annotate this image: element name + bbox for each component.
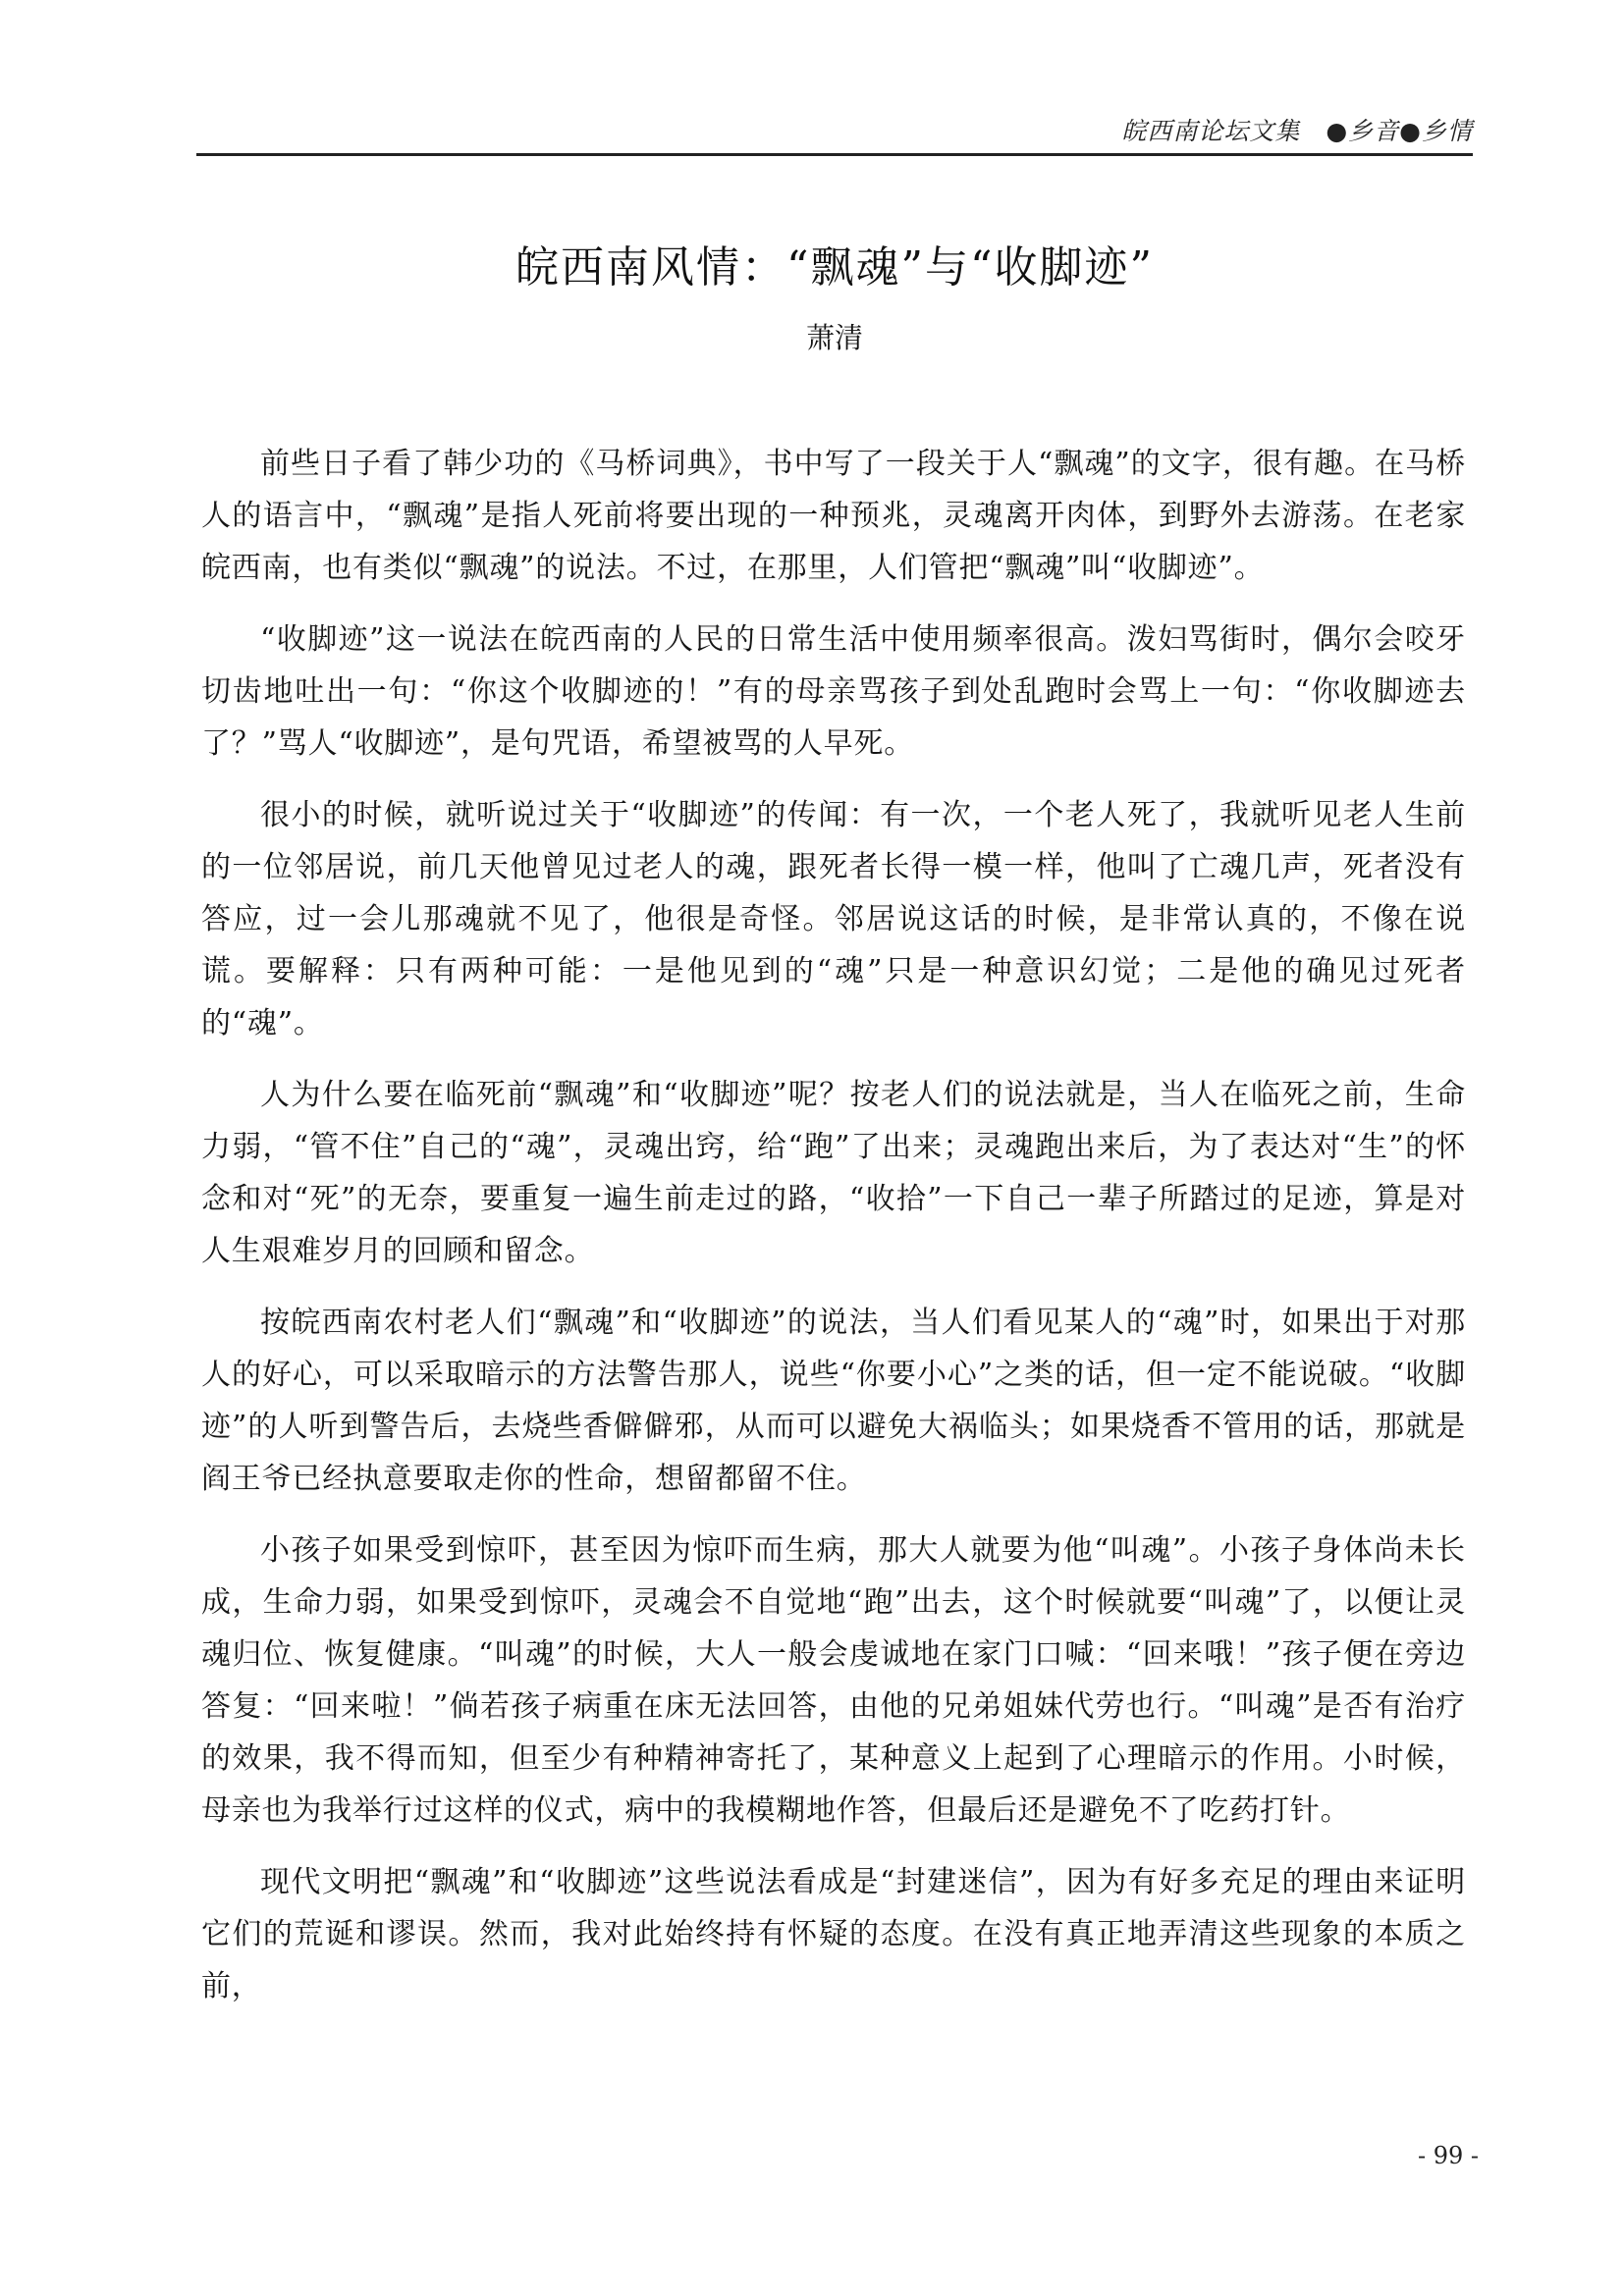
paragraph: 很小的时候，就听说过关于“收脚迹”的传闻：有一次，一个老人死了，我就听见老人生前的一位邻居说，前几天他曾见过老人的魂，跟死者长得一模一样，他叫了亡魂几声，死者没有答应，过一会儿那魂就不见了，他很是奇怪。邻居说这话的时候，是非常认真的，不像在说谎。要解释：只有两种可能：一是他见到的“魂”只是一种意识幻觉；二是他的确见过死者的“魂”。 <box>201 798 1466 1041</box>
paragraph: 前些日子看了韩少功的《马桥词典》，书中写了一段关于人“飘魂”的文字，很有趣。在马桥人的语言中，“飘魂”是指人死前将要出现的一种预兆，灵魂离开肉体，到野外去游荡。在老家皖西南，也有类似“飘魂”的说法。不过，在那里，人们管把“飘魂”叫“收脚迹”。 <box>201 447 1466 585</box>
paragraph: 现代文明把“飘魂”和“收脚迹”这些说法看成是“封建迷信”，因为有好多充足的理由来证明它们的荒诞和谬误。然而，我对此始终持有怀疑的态度。在没有真正地弄清这些现象的本质之前， <box>201 1865 1466 2003</box>
running-header <box>196 110 1473 156</box>
running-title: 皖西南论坛文集 ●乡音●乡情 <box>1121 117 1473 145</box>
paragraph: 人为什么要在临死前“飘魂”和“收脚迹”呢？按老人们的说法就是，当人在临死之前，生命力弱，“管不住”自己的“魂”，灵魂出窍，给“跑”了出来；灵魂跑出来后，为了表达对“生”的怀念和对“死”的无奈，要重复一遍生前走过的路，“收拾”一下自己一辈子所踏过的足迹，算是对人生艰难岁月的回顾和留念。 <box>201 1078 1466 1268</box>
paragraph: 小孩子如果受到惊吓，甚至因为惊吓而生病，那大人就要为他“叫魂”。小孩子身体尚未长成，生命力弱，如果受到惊吓，灵魂会不自觉地“跑”出去，这个时候就要“叫魂”了，以便让灵魂归位、恢复健康。“叫魂”的时候，大人一般会虔诚地在家门口喊：“回来哦！”孩子便在旁边答复：“回来啦！”倘若孩子病重在床无法回答，由他的兄弟姐妹代劳也行。“叫魂”是否有治疗的效果，我不得而知，但至少有种精神寄托了，某种意义上起到了心理暗示的作用。小时候，母亲也为我举行过这样的仪式，病中的我模糊地作答，但最后还是避免不了吃药打针。 <box>201 1533 1466 1828</box>
article-title: 皖西南风情：“飘魂”与“收脚迹” <box>515 242 1154 293</box>
page-number: - 99 - <box>1417 2142 1479 2169</box>
article-body <box>201 438 1466 2032</box>
article-author: 萧清 <box>805 321 863 354</box>
paragraph: “收脚迹”这一说法在皖西南的人民的日常生活中使用频率很高。泼妇骂街时，偶尔会咬牙切齿地吐出一句：“你这个收脚迹的！”有的母亲骂孩子到处乱跑时会骂上一句：“你收脚迹去了？”骂人“收脚迹”，是句咒语，希望被骂的人早死。 <box>201 622 1466 761</box>
paragraph: 按皖西南农村老人们“飘魂”和“收脚迹”的说法，当人们看见某人的“魂”时，如果出于对那人的好心，可以采取暗示的方法警告那人，说些“你要小心”之类的话，但一定不能说破。“收脚迹”的人听到警告后，去烧些香僻僻邪，从而可以避免大祸临头；如果烧香不管用的话，那就是阎王爷已经执意要取走你的性命，想留都留不住。 <box>201 1306 1466 1496</box>
